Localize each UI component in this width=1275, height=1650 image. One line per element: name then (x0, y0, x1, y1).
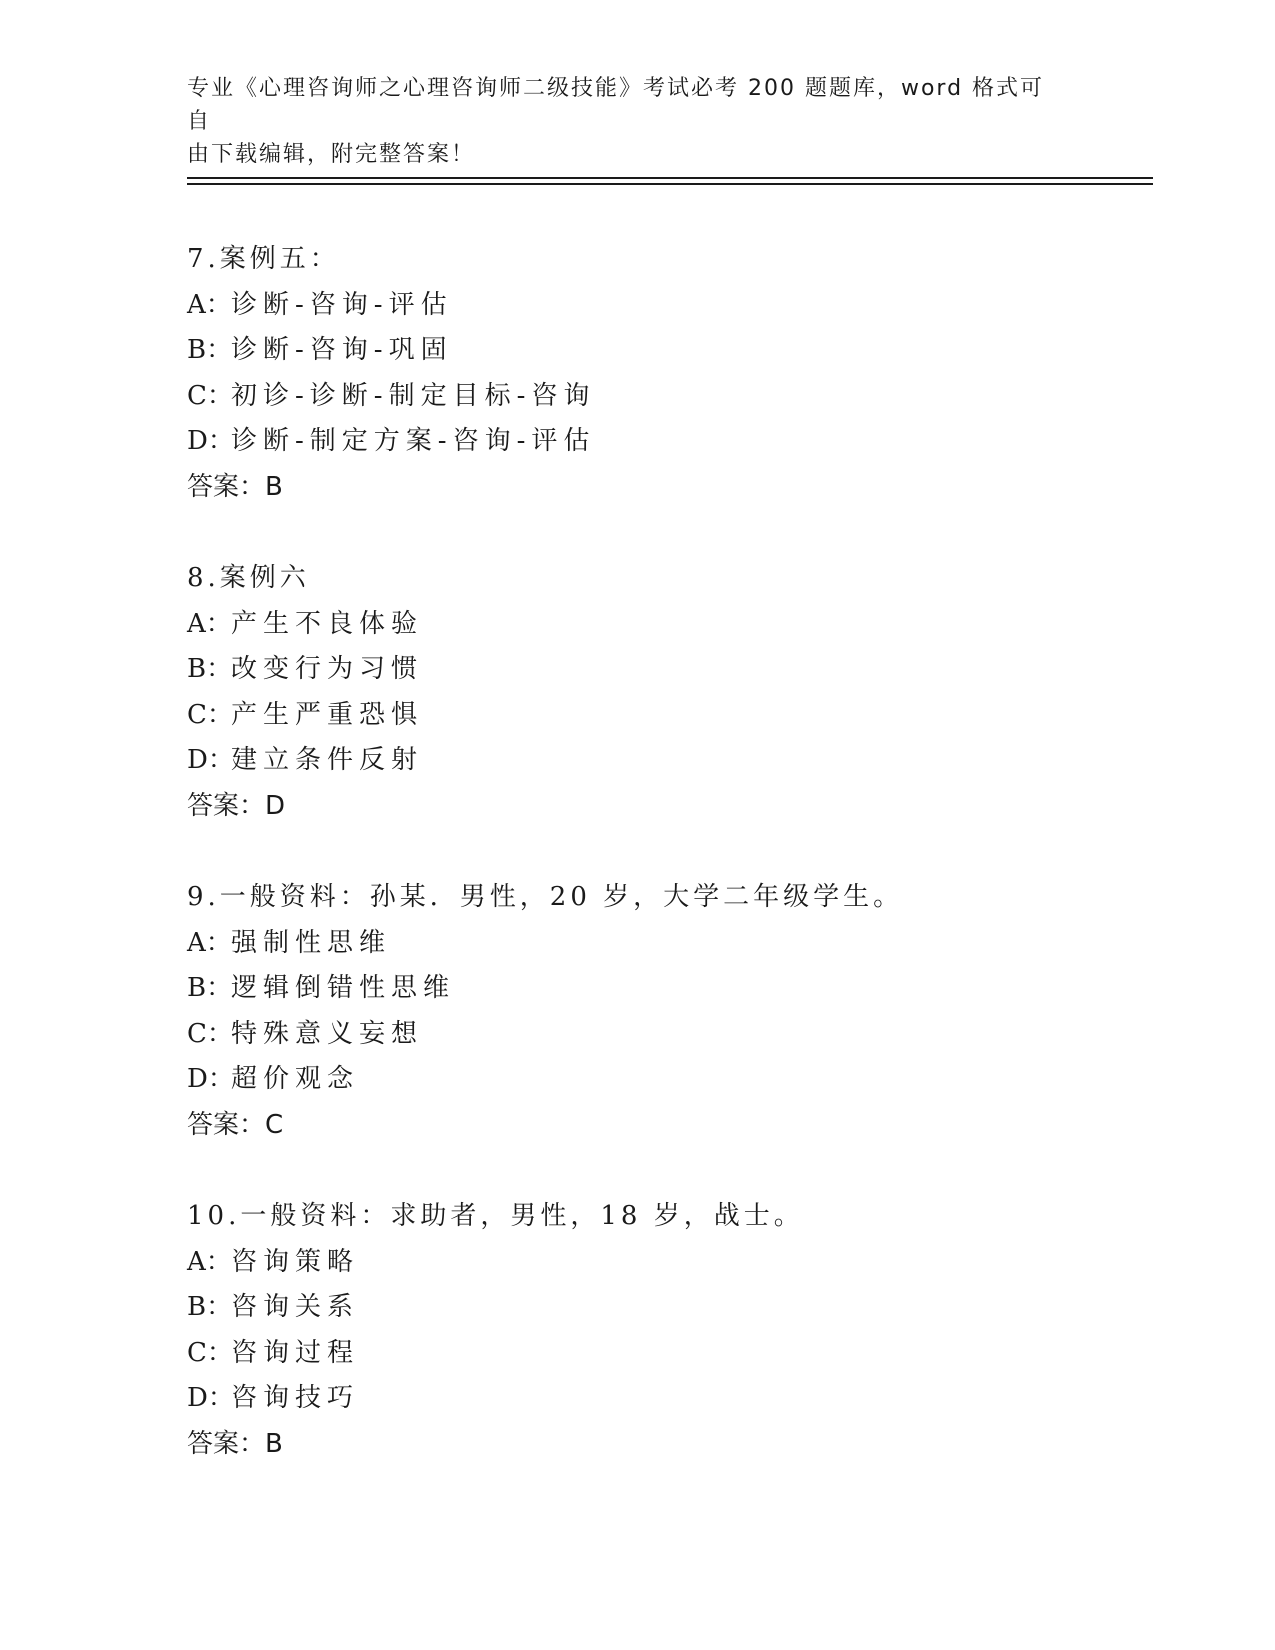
option-text: 超价观念 (231, 1064, 360, 1094)
option-letter: D： (187, 1383, 234, 1413)
answer-line: 答案：D (187, 790, 286, 821)
option-d (187, 1057, 1147, 1103)
question-item (187, 1194, 1147, 1467)
option-b (187, 328, 1147, 374)
option-letter: A： (187, 1246, 232, 1277)
option-letter: C： (187, 1337, 233, 1368)
option-d (187, 419, 1147, 465)
option-a (187, 921, 1147, 967)
answer-line: 答案：C (187, 1109, 284, 1140)
option-c (187, 693, 1147, 739)
option-d (187, 1376, 1147, 1422)
option-c (187, 1012, 1147, 1058)
option-b (187, 647, 1147, 693)
option-letter: A： (187, 608, 232, 639)
option-text: 强制性思维 (231, 927, 392, 958)
option-a (187, 283, 1147, 329)
option-text: 咨询技巧 (231, 1383, 360, 1413)
header-divider-bottom (187, 183, 1153, 185)
option-letter: A： (187, 289, 232, 320)
question-title: 7.案例五： (187, 244, 340, 274)
option-text: 诊断-制定方案-咨询-评估 (231, 426, 596, 456)
option-text: 改变行为习惯 (231, 654, 424, 684)
question-title: 8.案例六 (187, 563, 310, 593)
option-letter: D： (187, 1064, 234, 1094)
header-divider-top (187, 177, 1153, 179)
header-line-2: 由下载编辑，附完整答案！ (187, 142, 476, 167)
option-text: 产生严重恐惧 (231, 699, 424, 730)
option-b (187, 1285, 1147, 1331)
option-letter: B： (187, 1292, 233, 1322)
option-text: 咨询策略 (231, 1246, 360, 1277)
option-text: 产生不良体验 (231, 608, 424, 639)
option-text: 诊断-咨询-评估 (231, 289, 453, 320)
document-header (187, 72, 1067, 171)
option-c (187, 374, 1147, 420)
question-item (187, 556, 1147, 829)
option-letter: C： (187, 699, 233, 730)
option-letter: B： (187, 973, 233, 1003)
question-item (187, 875, 1147, 1148)
question-list (187, 237, 1147, 1513)
header-line-1: 专业《心理咨询师之心理咨询师二级技能》考试必考 200 题题库，word 格式可自 (187, 76, 1045, 134)
option-c (187, 1331, 1147, 1377)
option-letter: A： (187, 927, 232, 958)
option-letter: C： (187, 1018, 233, 1049)
option-letter: D： (187, 745, 234, 775)
option-text: 建立条件反射 (231, 745, 424, 775)
option-b (187, 966, 1147, 1012)
answer-line: 答案：B (187, 1428, 283, 1459)
option-text: 咨询过程 (231, 1337, 360, 1368)
option-d (187, 738, 1147, 784)
option-text: 特殊意义妄想 (231, 1018, 424, 1049)
option-letter: B： (187, 335, 233, 365)
question-title: 10.一般资料：求助者，男性，18 岁，战士。 (187, 1201, 804, 1231)
option-text: 咨询关系 (231, 1292, 360, 1322)
option-text: 逻辑倒错性思维 (231, 973, 456, 1003)
question-item (187, 237, 1147, 510)
option-text: 诊断-咨询-巩固 (231, 335, 453, 365)
answer-line: 答案：B (187, 471, 283, 502)
option-a (187, 602, 1147, 648)
option-letter: C： (187, 380, 233, 411)
option-letter: D： (187, 426, 234, 456)
question-title: 9.一般资料：孙某．男性，20 岁，大学二年级学生。 (187, 882, 904, 912)
option-text: 初诊-诊断-制定目标-咨询 (231, 380, 596, 411)
option-a (187, 1240, 1147, 1286)
option-letter: B： (187, 654, 233, 684)
